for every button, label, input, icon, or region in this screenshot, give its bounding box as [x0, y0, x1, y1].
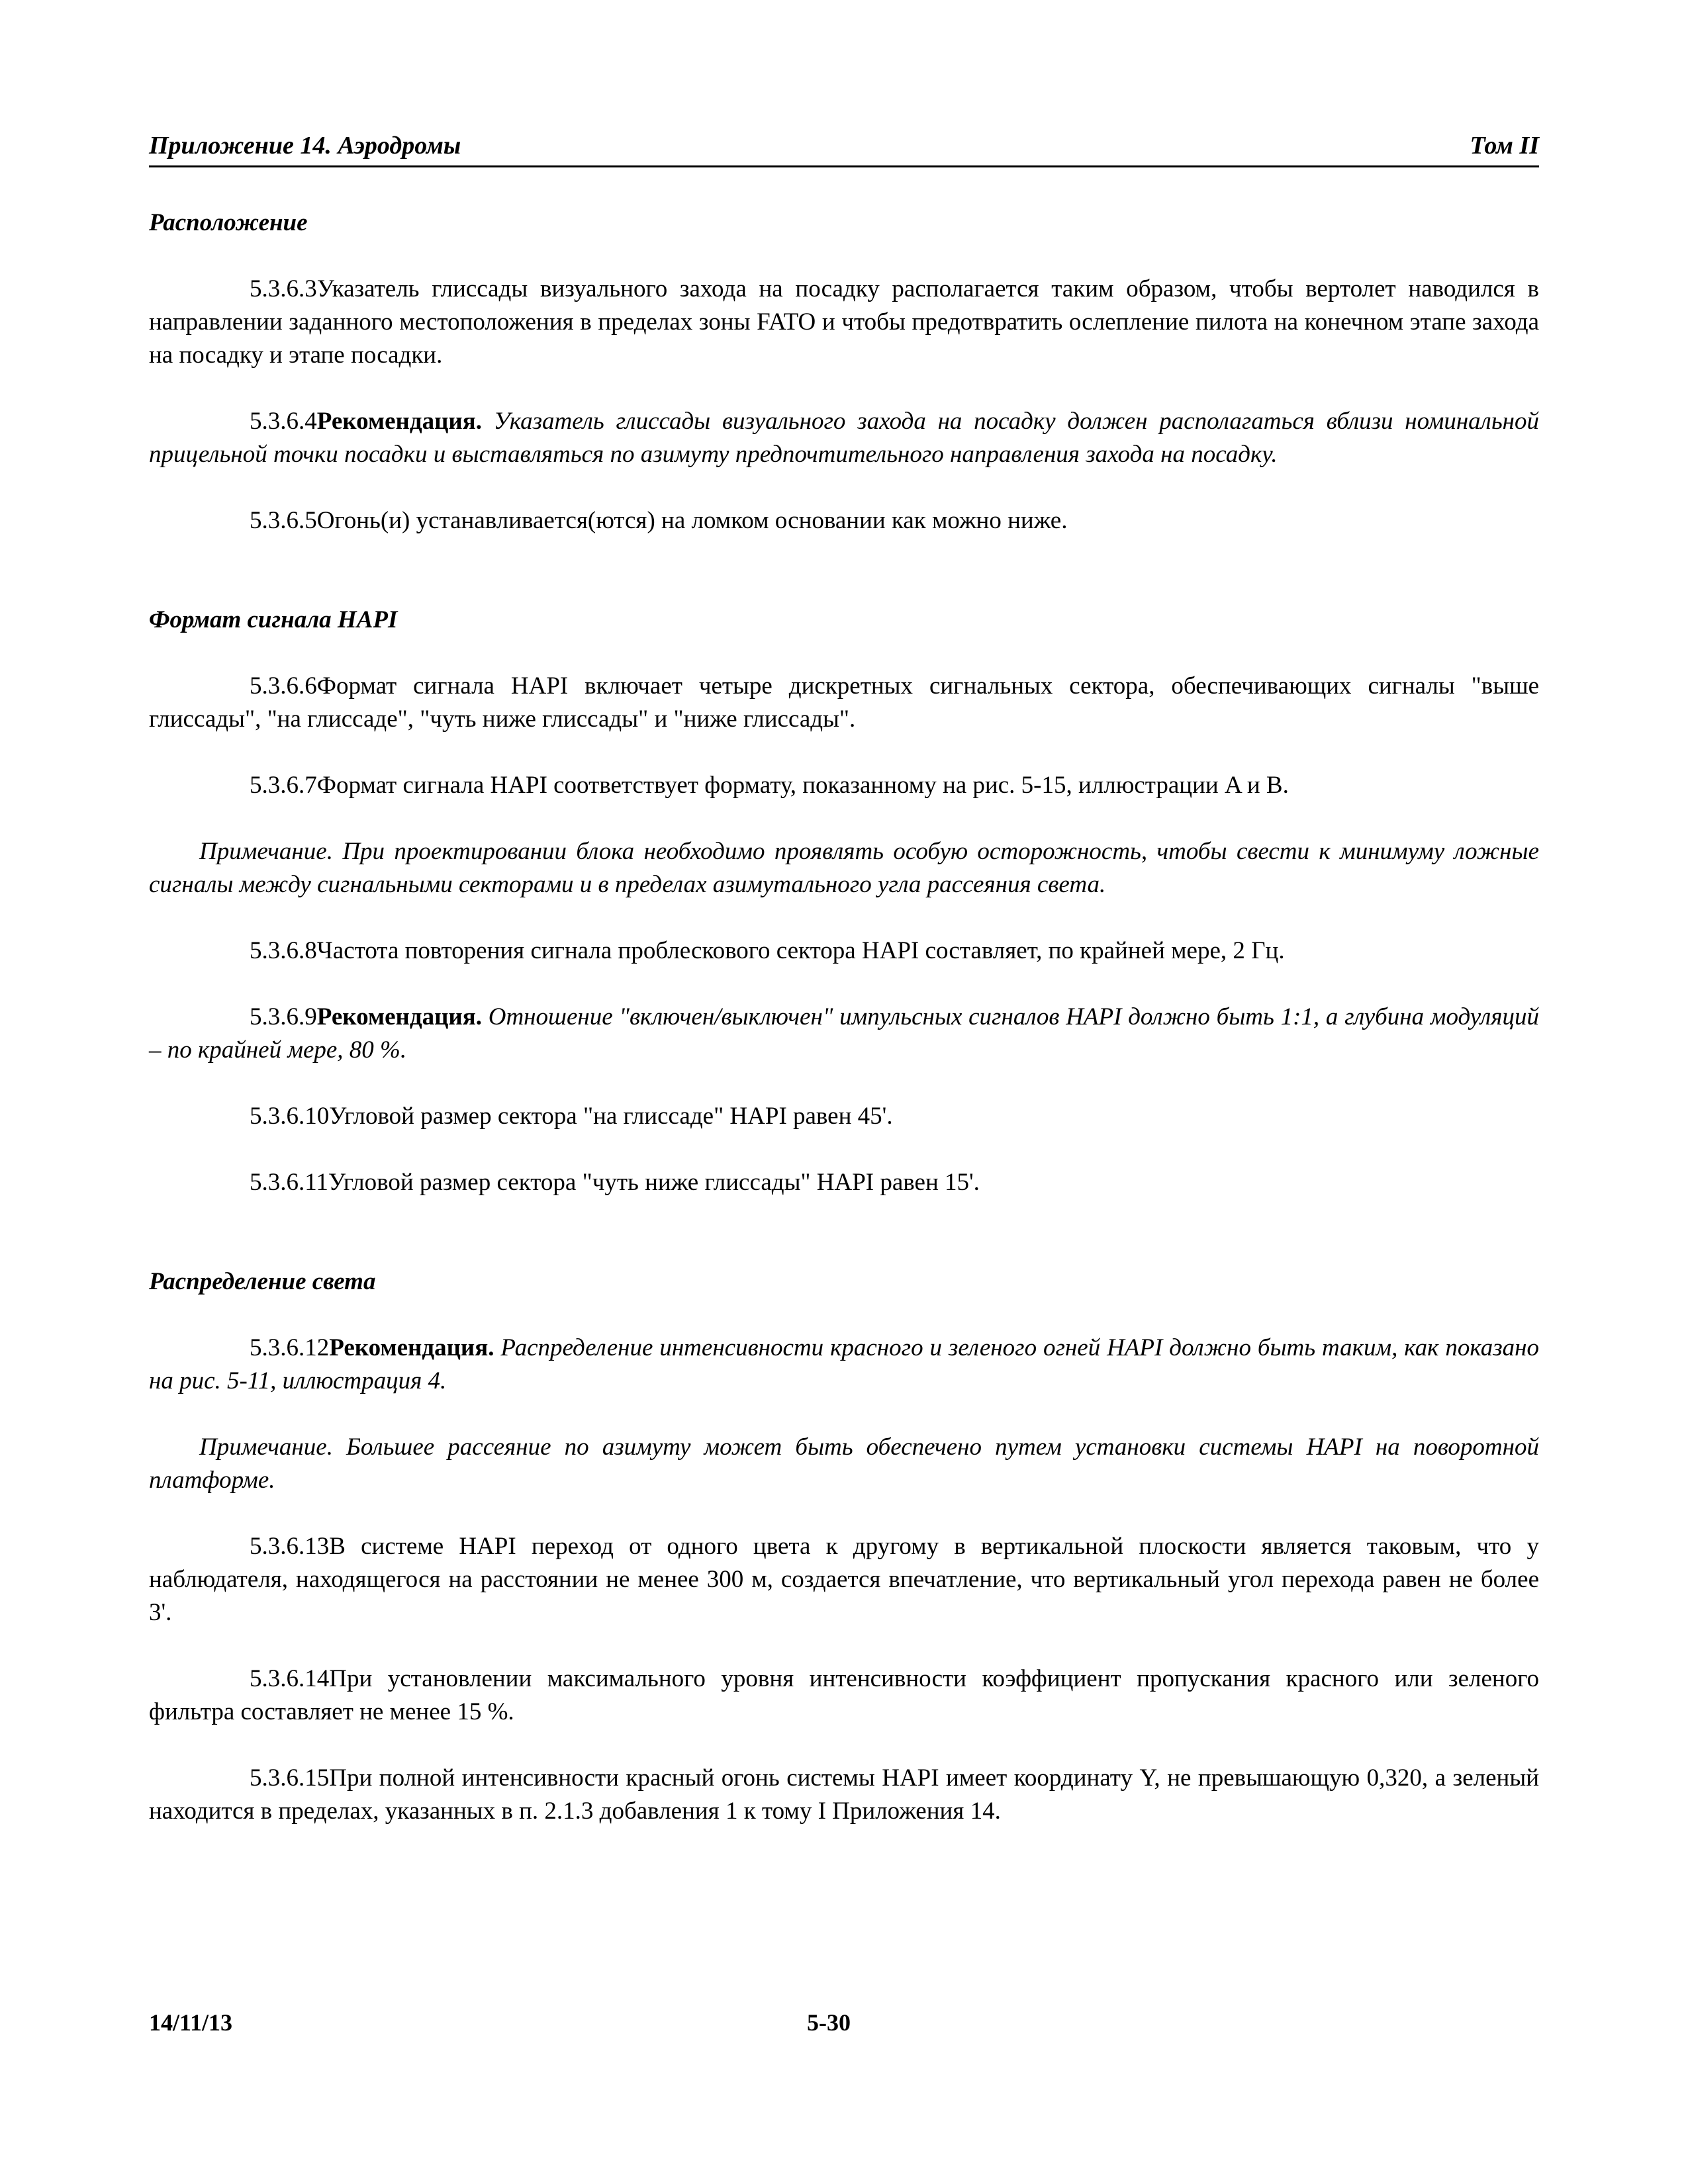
recommendation-text: Распределение интенсивности красного и зеленого огней HAPI должно быть таким, как показано на рис. 5-11, иллюстрация 4.	[149, 1334, 1539, 1394]
paragraph-5-3-6-12	[149, 1332, 1539, 1398]
paragraph-5-3-6-9	[149, 1001, 1539, 1067]
section-heading-signal-format: Формат сигнала HAPI	[149, 606, 398, 633]
paragraph-5-3-6-5	[149, 504, 1539, 537]
header-title: Приложение 14. Аэродромы	[149, 132, 461, 159]
paragraph-5-3-6-7	[149, 769, 1539, 802]
paragraph-number: 5.3.6.7	[250, 772, 317, 799]
document-body	[149, 206, 1539, 1861]
paragraph-5-3-6-11	[149, 1166, 1539, 1199]
paragraph-text: Формат сигнала HAPI соответствует формату, показанному на рис. 5-15, иллюстрации A и B.	[316, 772, 1289, 799]
paragraph-number: 5.3.6.13	[250, 1533, 330, 1560]
note-light-distribution: Примечание. Большее рассеяние по азимуту может быть обеспечено путем установки системы HAPI на поворотной платформе.	[149, 1433, 1539, 1494]
paragraph-number: 5.3.6.12	[250, 1334, 330, 1361]
paragraph-text: При полной интенсивности красный огонь системы HAPI имеет координату Y, не превышающую 0,320, а зеленый находится в пределах, указанных в п. 2.1.3 добавления 1 к тому I Приложения 14.	[149, 1764, 1539, 1825]
paragraph-number: 5.3.6.9	[250, 1003, 317, 1030]
section-heading-light-distribution: Распределение света	[149, 1268, 376, 1295]
paragraph-number: 5.3.6.4	[250, 408, 317, 435]
page-header	[149, 131, 1539, 167]
paragraph-text: Огонь(и) устанавливается(ются) на ломком основании как можно ниже.	[316, 507, 1068, 534]
paragraph-5-3-6-15	[149, 1762, 1539, 1828]
paragraph-number: 5.3.6.11	[250, 1169, 328, 1196]
paragraph-text: Угловой размер сектора "на глиссаде" HAPI равен 45'.	[329, 1103, 893, 1130]
paragraph-number: 5.3.6.3	[250, 275, 317, 302]
paragraph-text: Частота повторения сигнала проблескового сектора HAPI составляет, по крайней мере, 2 Гц.	[316, 937, 1285, 964]
paragraph-5-3-6-8	[149, 934, 1539, 968]
paragraph-text: При установлении максимального уровня интенсивности коэффициент пропускания красного или зеленого фильтра составляет не менее 15 %.	[149, 1665, 1539, 1725]
paragraph-number: 5.3.6.6	[250, 672, 317, 700]
paragraph-text: В системе HAPI переход от одного цвета к другому в вертикальной плоскости является таковым, что у наблюдателя, находящегося на расстоянии не менее 300 м, создается впечатление, что вертикальный угол перехода равен не более 3'.	[149, 1533, 1539, 1626]
recommendation-label: Рекомендация.	[316, 1003, 482, 1030]
paragraph-number: 5.3.6.14	[250, 1665, 330, 1692]
paragraph-5-3-6-6	[149, 670, 1539, 736]
footer-page-number: 5-30	[807, 2009, 851, 2036]
paragraph-5-3-6-14	[149, 1662, 1539, 1729]
paragraph-5-3-6-3	[149, 273, 1539, 372]
paragraph-number: 5.3.6.5	[250, 507, 317, 534]
note-signal-format: Примечание. При проектировании блока необходимо проявлять особую осторожность, чтобы свести к минимуму ложные сигналы между сигнальными секторами и в пределах азимутального угла рассеяния света.	[149, 838, 1539, 898]
paragraph-number: 5.3.6.15	[250, 1764, 330, 1792]
paragraph-number: 5.3.6.8	[250, 937, 317, 964]
paragraph-5-3-6-10	[149, 1100, 1539, 1133]
paragraph-5-3-6-4	[149, 405, 1539, 471]
recommendation-label: Рекомендация.	[329, 1334, 494, 1361]
paragraph-5-3-6-13	[149, 1530, 1539, 1629]
header-volume: Том II	[1470, 132, 1539, 159]
recommendation-text: Отношение "включен/выключен" импульсных сигналов HAPI должно быть 1:1, а глубина модуляций – по крайней мере, 80 %.	[149, 1003, 1539, 1064]
paragraph-number: 5.3.6.10	[250, 1103, 330, 1130]
section-heading-location: Расположение	[149, 209, 308, 236]
recommendation-text: Указатель глиссады визуального захода на посадку должен располагаться вблизи номинальной прицельной точки посадки и выставляться по азимуту предпочтительного направления захода на посадку.	[149, 408, 1540, 468]
paragraph-text: Формат сигнала HAPI включает четыре дискретных сигнальных сектора, обеспечивающих сигналы "выше глиссады", "на глиссаде", "чуть ниже глиссады" и "ниже глиссады".	[149, 672, 1539, 733]
recommendation-label: Рекомендация.	[316, 408, 482, 435]
paragraph-text: Указатель глиссады визуального захода на посадку располагается таким образом, чтобы вертолет наводился в направлении заданного местоположения в пределах зоны FATO и чтобы предотвратить ослепление пилота на конечном этапе захода на посадку и этапе посадки.	[149, 275, 1539, 369]
paragraph-text: Угловой размер сектора "чуть ниже глиссады" HAPI равен 15'.	[328, 1169, 980, 1196]
footer-date: 14/11/13	[149, 2009, 233, 2036]
